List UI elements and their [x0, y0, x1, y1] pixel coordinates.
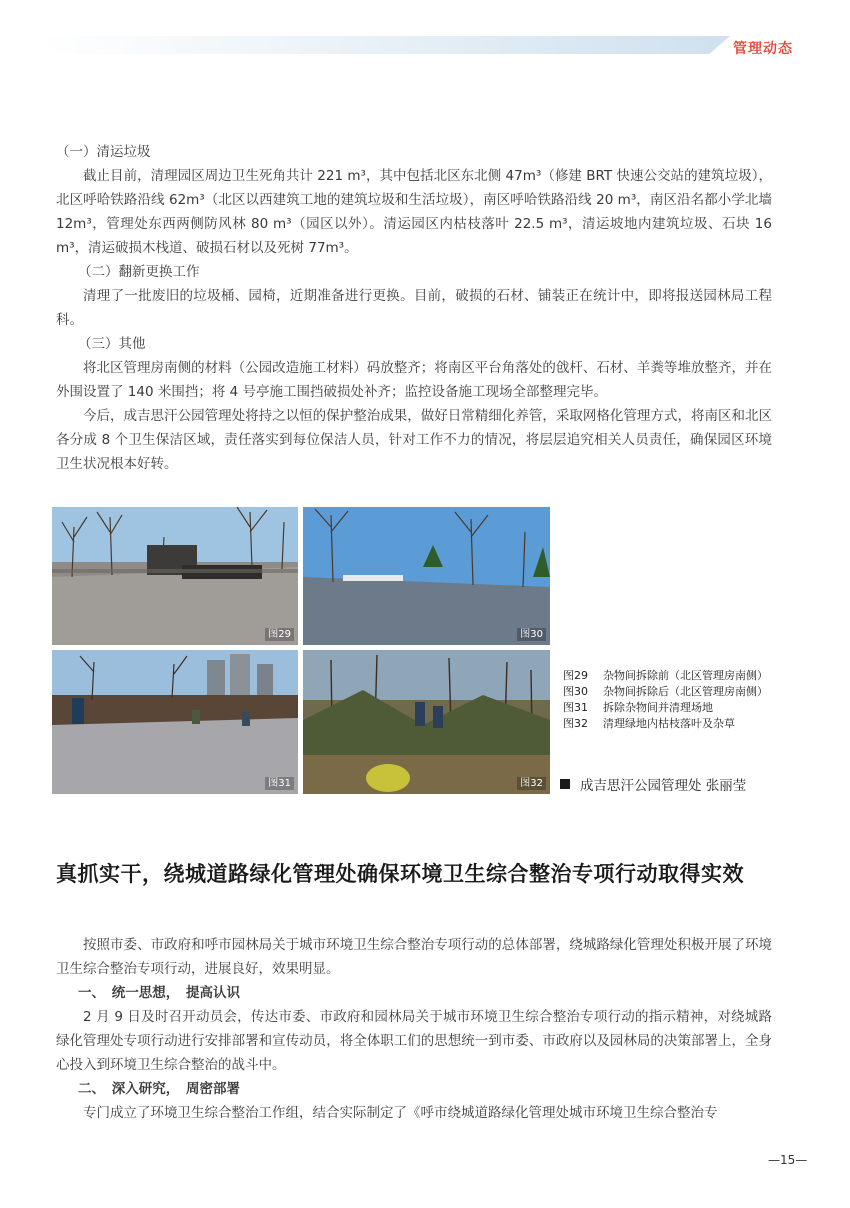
article2-body [56, 933, 772, 1125]
photo-fig30 [303, 507, 550, 645]
figure-label: 图30 [517, 628, 546, 641]
paragraph: 专门成立了环境卫生综合整治工作组，结合实际制定了《呼市绕城道路绿化管理处城市环境卫生综合整治专 [83, 1105, 718, 1121]
caption-number: 图30 [563, 685, 588, 698]
caption-text: 拆除杂物间并清理场地 [603, 701, 713, 714]
figure-label: 图29 [265, 628, 294, 641]
caption-number: 图31 [563, 701, 588, 714]
photo-fig31 [52, 650, 298, 794]
author-name: 成吉思汗公园管理处 张丽莹 [580, 778, 747, 794]
paragraph: 清理了一批废旧的垃圾桶、园椅，近期准备进行更换。目前，破损的石材、铺装正在统计中，即将报送园林局工程科。 [56, 288, 772, 328]
paragraph: 按照市委、市政府和呼市园林局关于城市环境卫生综合整治专项行动的总体部署，绕城路绿化管理处积极开展了环境卫生综合整治专项行动，进展良好，效果明显。 [56, 937, 772, 977]
caption-number: 图32 [563, 717, 588, 730]
caption-text: 杂物间拆除前（北区管理房南侧） [603, 669, 768, 682]
figure-label: 图32 [517, 777, 546, 790]
page-number: —15— [768, 1153, 808, 1167]
caption-row [563, 716, 768, 732]
subsection-heading: （二）翻新更换工作 [78, 264, 200, 280]
caption-text: 清理绿地内枯枝落叶及杂草 [603, 717, 735, 730]
paragraph: 今后，成吉思汗公园管理处将持之以恒的保护整治成果，做好日常精细化养管，采取网格化管理方式，将南区和北区各分成 8 个卫生保洁区域，责任落实到每位保洁人员，针对工作不力的情况，将层层追究相关人员责任，确保园区环境卫生状况根本好转。 [56, 408, 772, 472]
caption-row [563, 684, 768, 700]
photo-fig32-image [303, 650, 550, 794]
photo-fig29-image [52, 507, 298, 645]
author-line [560, 774, 746, 794]
photo-grid [52, 507, 550, 794]
section-label: 管理动态 [733, 41, 793, 57]
square-bullet-icon [560, 779, 570, 789]
article-title: 真抓实干，绕城道路绿化管理处确保环境卫生综合整治专项行动取得实效 [56, 862, 744, 886]
caption-text: 杂物间拆除后（北区管理房南侧） [603, 685, 768, 698]
photo-fig31-image [52, 650, 298, 794]
photo-fig32 [303, 650, 550, 794]
header-band [40, 36, 730, 54]
caption-row [563, 668, 768, 684]
paragraph: 将北区管理房南侧的材料（公园改造施工材料）码放整齐；将南区平台角落处的戗杆、石材、羊粪等堆放整齐，并在外围设置了 140 米围挡；将 4 号亭施工围挡破损处补齐；监控设备施工现场全部整理完毕。 [56, 360, 772, 400]
subsection-heading: 二、 深入研究， 周密部署 [78, 1081, 240, 1097]
figure-label: 图31 [265, 777, 294, 790]
caption-number: 图29 [563, 669, 588, 682]
caption-row [563, 700, 768, 716]
figure-captions [563, 668, 768, 732]
photo-fig30-image [303, 507, 550, 645]
subsection-heading: （三）其他 [78, 336, 146, 352]
photo-fig29 [52, 507, 298, 645]
article1-body [56, 140, 772, 476]
paragraph: 截止目前，清理园区周边卫生死角共计 221 m³，其中包括北区东北侧 47m³（修建 BRT 快速公交站的建筑垃圾），北区呼哈铁路沿线 62m³（北区以西建筑工地的建筑垃圾和生活垃圾），南区呼哈铁路沿线 20 m³，南区沿名都小学北墙 12m³，管理处东西两侧防风林 80 m³（园区以外）。清运园区内枯枝落叶 22.5 m³，清运坡地内建筑垃圾、石块 16 m³，清运破损木栈道、破损石材以及死树 77m³。 [56, 168, 772, 256]
paragraph: 2 月 9 日及时召开动员会，传达市委、市政府和园林局关于城市环境卫生综合整治专项行动的指示精神，对绕城路绿化管理处专项行动进行安排部署和宣传动员，将全体职工们的思想统一到市委、市政府以及园林局的决策部署上，全身心投入到环境卫生综合整治的战斗中。 [56, 1009, 772, 1073]
subsection-heading: 一、 统一思想， 提高认识 [78, 985, 240, 1001]
subsection-heading: （一）清运垃圾 [56, 144, 151, 160]
